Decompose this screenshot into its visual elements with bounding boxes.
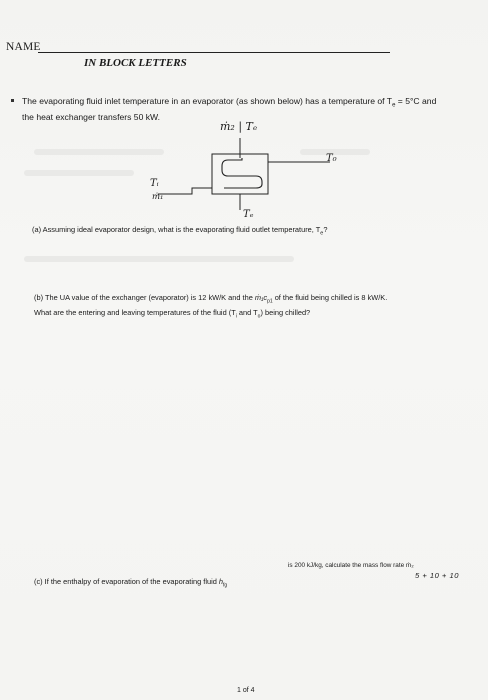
- question-c-sub: fg: [223, 582, 228, 589]
- label-top: ṁ₂ | Tₑ: [220, 120, 258, 133]
- bleed-through-text: [24, 256, 294, 262]
- question-b-sub-o: o: [257, 313, 261, 320]
- question-a-end: ?: [323, 225, 328, 234]
- question-a-text: (a) Assuming ideal evaporator design, what is the evaporating fluid outlet temperature, T: [32, 225, 321, 234]
- intro-text: The evaporating fluid inlet temperature in an evaporator (as shown below) has a temperature of T: [22, 96, 393, 106]
- label-outlet-temp: T₀: [326, 153, 337, 164]
- question-c-text: (c) If the enthalpy of evaporation of the evaporating fluid: [34, 577, 219, 586]
- question-b: [34, 292, 474, 323]
- problem-statement: [22, 96, 484, 123]
- question-b-and: and T: [236, 308, 258, 318]
- label-inlet-flow: ṁ₁: [152, 192, 164, 202]
- intro-line2: the heat exchanger transfers 50 kW.: [22, 111, 161, 122]
- question-b-text-end: of the fluid being chilled is 8 kW/K.: [272, 293, 388, 302]
- bleed-through-text: [24, 170, 134, 176]
- question-c-tail: is 200 kJ/kg, calculate the mass flow rate ṁ₂: [288, 562, 414, 569]
- label-inlet-temp: Tᵢ: [150, 178, 159, 189]
- question-b-text: (b) The UA value of the exchanger (evaporator) is 12 kW/K and the: [34, 293, 255, 302]
- question-c: [34, 576, 334, 591]
- intro-text-end: = 5°C and: [395, 96, 437, 106]
- question-a: [32, 224, 472, 239]
- block-letters-instruction: IN BLOCK LETTERS: [84, 57, 187, 69]
- page-number: 1 of 4: [237, 687, 255, 694]
- coil-icon: [222, 158, 262, 188]
- question-b-symbol: ṁ₁c: [254, 293, 268, 302]
- question-b-line2: What are the entering and leaving temperatures of the fluid (T: [34, 308, 236, 318]
- question-b-sub-i: i: [235, 313, 237, 320]
- label-bottom: Tₑ: [243, 209, 254, 220]
- intro-subscript: e: [392, 102, 396, 109]
- question-c-symbol: h: [218, 577, 224, 586]
- question-b-end: ) being chilled?: [260, 308, 311, 318]
- question-b-sub: p1: [267, 298, 273, 305]
- score-breakdown: 5 + 10 + 10: [415, 571, 459, 580]
- inlet-line: [158, 188, 212, 194]
- name-line: [38, 52, 390, 53]
- name-label: NAME: [6, 41, 41, 53]
- question-a-sub: e: [320, 230, 324, 237]
- bullet: [11, 99, 14, 102]
